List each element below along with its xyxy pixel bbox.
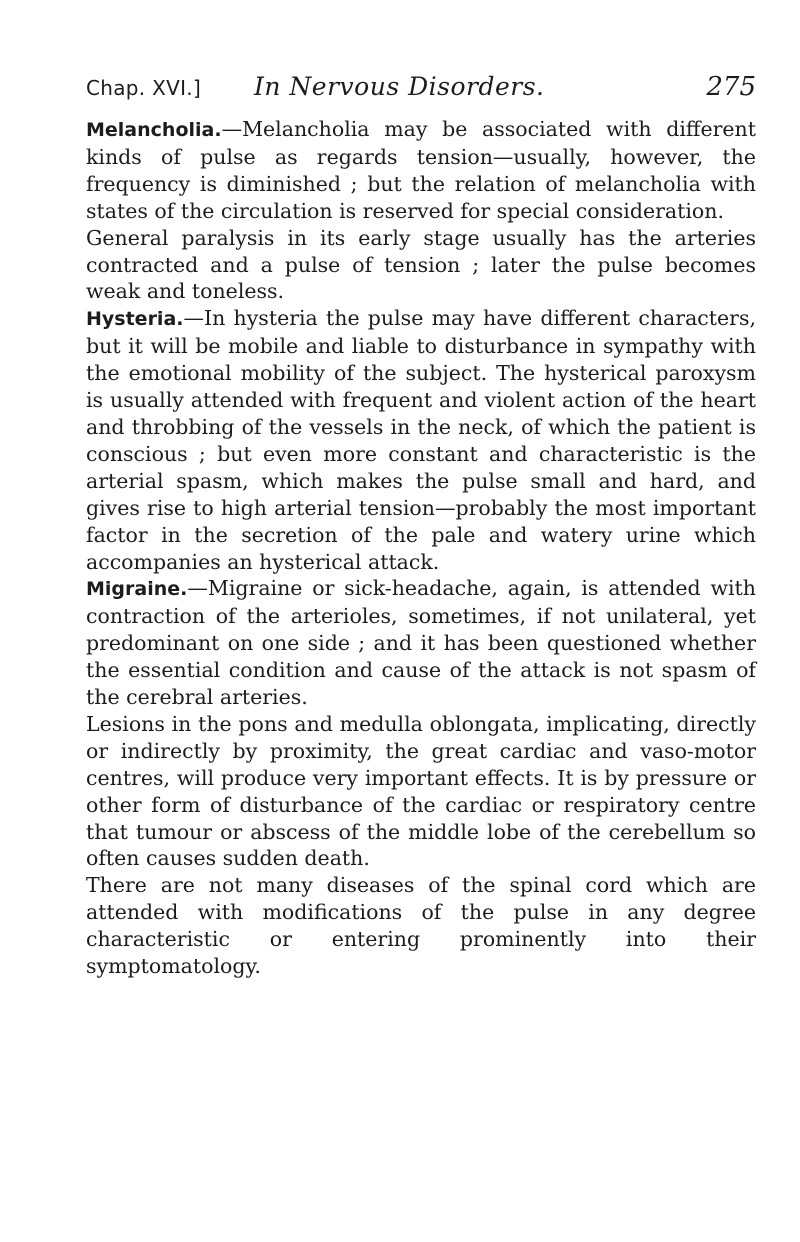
paragraph-text: —In hysteria the pulse may have different characters, but it will be mobile and liable to disturbance in sympathy with the emotional mobility of the subject. The hysterical paroxysm is usually attended with frequent and violent action of the heart and throbbing of the vessels in the neck, of which the patient is conscious ; but even more constant and characteristic is the arterial spasm, which makes the pulse small and hard, and gives rise to high arterial tension—probably the most important factor in the secretion of the pale and watery urine which accompanies an hysterical attack.: [86, 306, 756, 574]
paragraph-text: —Migraine or sick-headache, again, is attended with contraction of the arterioles, sometimes, if not unilateral, yet predominant on one side ; and it has been questioned whether the essential condition and cause of the attack is not spasm of the cerebral arteries.: [86, 576, 756, 710]
paragraph-general-paralysis: [86, 225, 756, 306]
page-number: 275: [706, 72, 756, 102]
paragraph-text: Lesions in the pons and medulla oblongata, implicating, directly or indirectly by proximity, the great cardiac and vaso-motor centres, will produce very important effects. It is by pressure or other form of disturbance of the cardiac or respiratory centre that tumour or abscess of the middle lobe of the cerebellum so often causes sudden death.: [86, 711, 756, 871]
book-page: [86, 72, 756, 980]
paragraph-text: General paralysis in its early stage usually has the arteries contracted and a pulse of tension ; later the pulse becomes weak and toneless.: [86, 225, 756, 304]
paragraph-spinal-cord: [86, 872, 756, 980]
paragraph-melancholia: [86, 116, 756, 225]
running-head: [86, 72, 756, 112]
running-title: In Nervous Disorders.: [254, 72, 545, 101]
paragraph-hysteria: [86, 305, 756, 575]
section-heading: Migraine.: [86, 578, 188, 601]
chapter-label: Chap. XVI.]: [86, 76, 202, 100]
paragraph-lesions: [86, 711, 756, 872]
section-heading: Hysteria.: [86, 308, 184, 331]
paragraph-migraine: [86, 575, 756, 711]
paragraph-text: —Melancholia may be associated with different kinds of pulse as regards tension—usually, however, the frequency is diminished ; but the relation of melancholia with states of the circulation is reserved for special consideration.: [86, 117, 756, 223]
paragraph-text: There are not many diseases of the spinal cord which are attended with modifications of the pulse in any degree characteristic or entering prominently into their symptomatology.: [86, 873, 756, 979]
section-heading: Melancholia.: [86, 119, 222, 141]
